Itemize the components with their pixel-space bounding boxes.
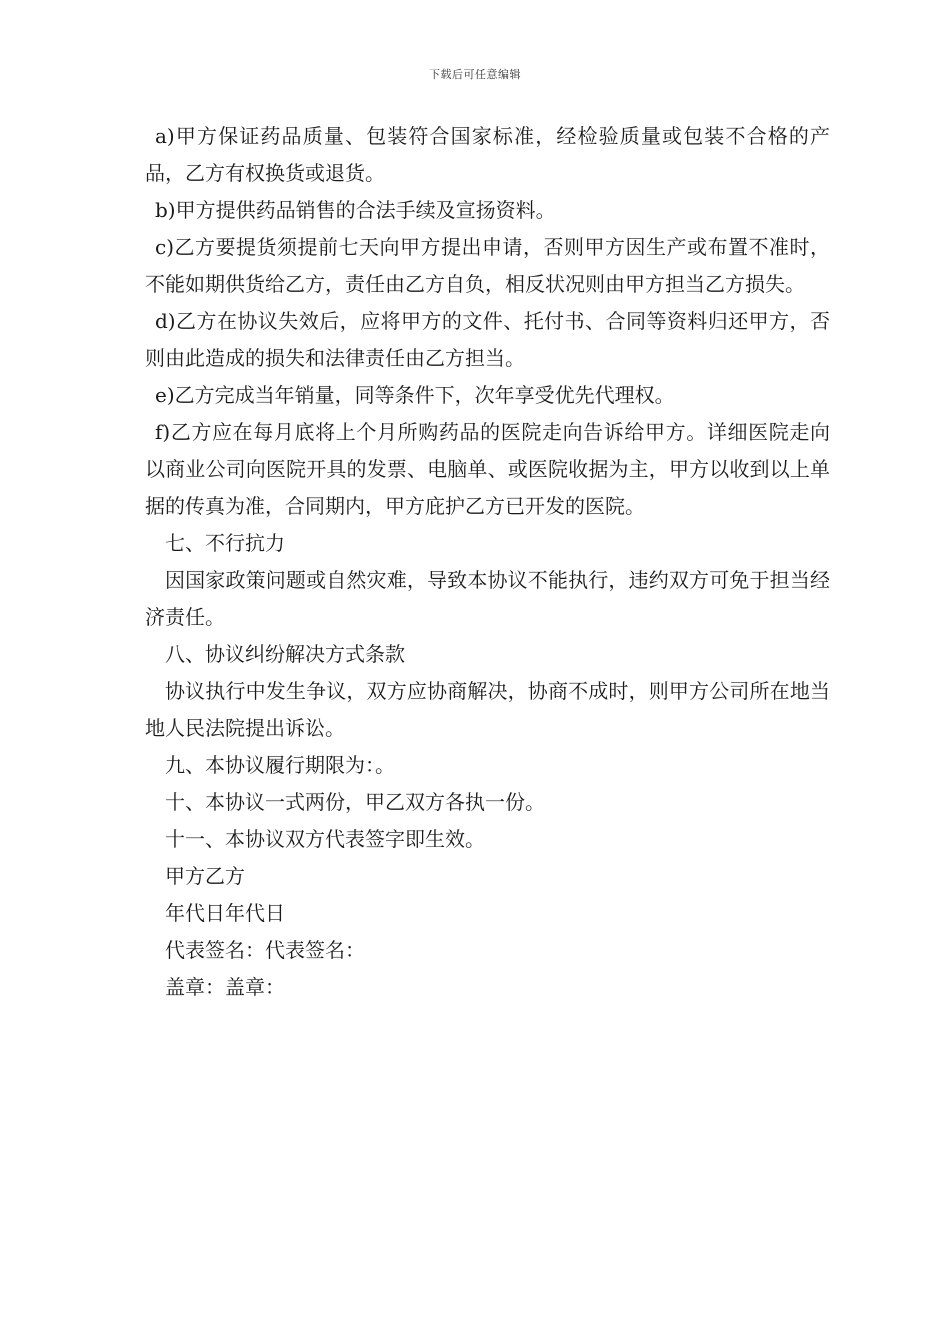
signatures-line: 代表签名：代表签名： — [165, 938, 365, 962]
section-11: 十一、本协议双方代表签字即生效。 — [165, 827, 485, 851]
clause-a: a)甲方保证药品质量、包装符合国家标准，经检验质量或包装不合格的产品，乙方有权换货或退货。 — [145, 124, 830, 185]
clause-e: e)乙方完成当年销量，同等条件下，次年享受优先代理权。 — [155, 383, 675, 407]
section-8-body: 协议执行中发生争议，双方应协商解决，协商不成时，则甲方公司所在地当地人民法院提出诉讼。 — [145, 679, 830, 740]
seals-line: 盖章：盖章： — [165, 975, 285, 999]
clause-b: b)甲方提供药品销售的合法手续及宣扬资料。 — [155, 198, 556, 222]
clause-d: d)乙方在协议失效后，应将甲方的文件、托付书、合同等资料归还甲方，否则由此造成的损失和法律责任由乙方担当。 — [145, 309, 830, 370]
section-7-body: 因国家政策问题或自然灾难，导致本协议不能执行，违约双方可免于担当经济责任。 — [145, 568, 830, 629]
section-9: 九、本协议履行期限为：。 — [165, 753, 395, 777]
section-8-title: 八、协议纠纷解决方式条款 — [165, 642, 405, 666]
dates-line: 年代日年代日 — [165, 901, 285, 925]
document-body — [145, 118, 830, 1006]
section-7-title: 七、不行抗力 — [165, 531, 285, 555]
section-10: 十、本协议一式两份，甲乙双方各执一份。 — [165, 790, 545, 814]
clause-f: f)乙方应在每月底将上个月所购药品的医院走向告诉给甲方。详细医院走向以商业公司向医院开具的发票、电脑单、或医院收据为主，甲方以收到以上单据的传真为准，合同期内，甲方庇护乙方已开发的医院。 — [145, 420, 830, 518]
parties-line: 甲方乙方 — [165, 864, 245, 888]
header-note: 下载后可任意编辑 — [429, 68, 521, 81]
clause-c: c)乙方要提货须提前七天向甲方提出申请，否则甲方因生产或布置不准时，不能如期供货给乙方，责任由乙方自负，相反状况则由甲方担当乙方损失。 — [145, 235, 830, 296]
